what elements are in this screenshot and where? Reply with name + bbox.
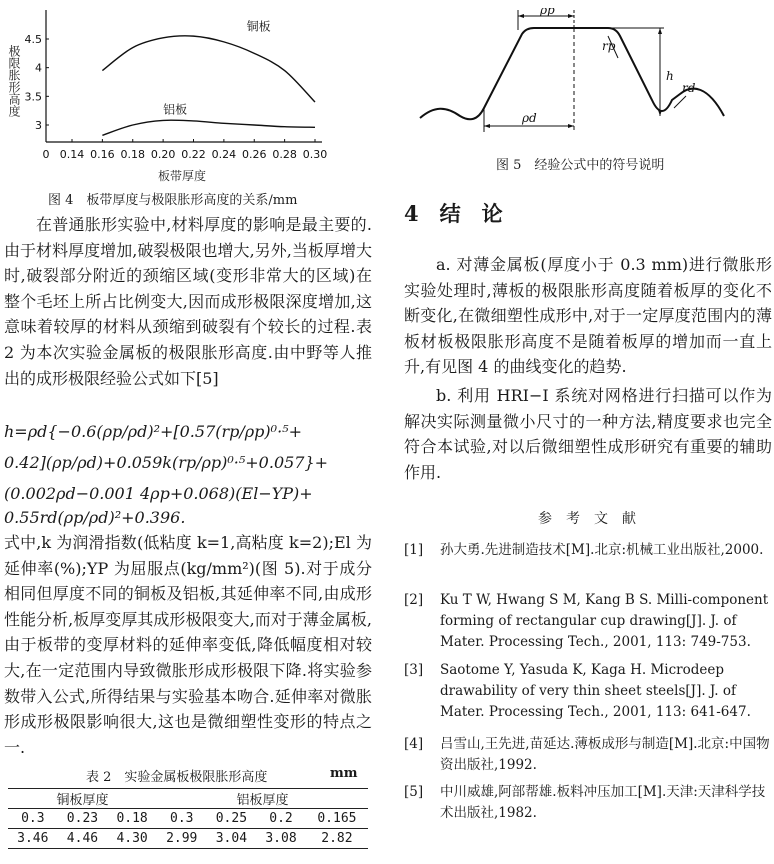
x-tick-label: 0.22 — [181, 148, 206, 161]
section-heading: 4 结 论 — [404, 201, 503, 226]
y-tick-label: 3.5 — [24, 90, 42, 104]
label-rho-d: ρd — [522, 111, 537, 125]
table-group-aluminum: 铝板厚度 — [236, 793, 289, 808]
label-h: h — [666, 69, 674, 83]
reference-item: [1] 孙大勇.先进制造技术[M].北京:机械工业出版社,2000. — [404, 542, 764, 558]
table-cell: 3.46 — [17, 831, 49, 846]
x-tick-label: 0.14 — [59, 148, 85, 161]
table-cell: 0.3 — [21, 811, 45, 826]
body-paragraph-1: 在普通胀形实验中,材料厚度的影响是最主要的.由于材料厚度增加,破裂极限也增大,另外,当板厚增大时,破裂部分附近的颈缩区域(变形非常大的区域)在整个毛坯上所占比例变大,因而成形极限深度增加,这意味着较厚的材料从颈缩到破裂有个较长的过程.表 2 为本次实验金属板的极限胀形高度.由中野等人推出的成形极限经验公式如下[5] — [4, 215, 372, 388]
series-label-aluminum: 铝板 — [163, 102, 188, 117]
figure-5-diagram — [412, 8, 742, 138]
table-2-title: 表 2 实验金属板极限胀形高度 — [86, 770, 268, 785]
formula-line-3: (0.002ρd−0.001 4ρp+0.068)(El−YP)+ — [4, 484, 313, 503]
figure-5-caption: 图 5 经验公式中的符号说明 — [496, 158, 665, 173]
formula-line-1: h=ρd{−0.6(ρp/ρd)²+[0.57(rp/ρp)⁰·⁵+ — [4, 422, 302, 441]
reference-item: [3] Saotome Y, Yasuda K, Kaga H. Microdeep drawability of very thin sheet steels[J]. J. of Mater. Processing Tech., 2001, 113: 641-647. — [404, 662, 751, 720]
formula-line-2: 0.42](ρp/ρd)+0.059k(rp/ρp)⁰·⁵+0.057}+ — [4, 453, 329, 472]
table-cell: 0.3 — [170, 811, 194, 826]
reference-item: [5] 中川威雄,阿部帮雄.板料冲压加工[M].天津:天津科学技术出版社,1982. — [404, 784, 766, 821]
table-cell: 3.08 — [265, 831, 297, 846]
figure-4-chart — [0, 0, 340, 185]
conclusion-b: b. 利用 HRI−I 系统对网格进行扫描可以作为解决实际测量微小尺寸的一种方法,精度要求也完全符合本试验,对以后微细塑性成形研究有重要的辅助作用. — [404, 386, 772, 482]
x-tick-label: 0.16 — [90, 148, 115, 161]
table-cell: 0.18 — [116, 811, 148, 826]
x-tick-label: 0.26 — [242, 148, 267, 161]
x-tick-label: 0.20 — [150, 148, 176, 161]
reference-item: [4] 吕雪山,王先进,苗延达.薄板成形与制造[M].北京:中国物资出版社,1992. — [404, 736, 770, 773]
table-cell: 4.30 — [116, 831, 148, 846]
table-cell: 0.25 — [215, 811, 248, 826]
series-line-copper — [102, 36, 315, 102]
table-cell: 0.165 — [317, 811, 357, 826]
y-tick-label: 3 — [35, 119, 42, 132]
label-r-p: rp — [602, 39, 616, 53]
label-rho-p: ρp — [540, 8, 555, 17]
table-group-copper: 铜板厚度 — [56, 793, 109, 808]
table-cell: 0.2 — [269, 811, 293, 826]
y-tick-label: 4 — [35, 61, 42, 75]
table-cell: 3.04 — [215, 831, 248, 846]
body-paragraph-2: 式中,k 为润滑指数(低粘度 k=1,高粘度 k=2);El 为延伸率(%);YP 为屈服点(kg/mm²)(图 5).对于成分相同但厚度不同的铜板及铝板,其延伸率不同,由成形性能分析,板厚变厚其成形极限变大,而对于薄金属板,由于板带的变厚材料的延伸率变低,降低幅度相对较大,在一定范围内导致微胀形成形极限下降.将实验参数带入公式,所得结果与实验基本吻合.延伸率对微胀形成形极限影响很大,这也是微细塑性变形的特点之一. — [4, 533, 372, 757]
x-tick-label: 0 — [42, 148, 50, 161]
table-2 — [8, 788, 368, 849]
formula-line-4: 0.55rd(ρp/ρd)²+0.396. — [4, 508, 186, 527]
table-cell: 2.82 — [321, 831, 353, 846]
references-title: 参 考 文 献 — [538, 511, 636, 527]
table-2-unit: mm — [330, 766, 358, 781]
table-cell: 4.46 — [66, 831, 99, 846]
x-tick-label: 0.30 — [302, 148, 328, 161]
x-tick-label: 0.18 — [120, 148, 145, 161]
y-tick-label: 4.5 — [24, 33, 42, 46]
figure-4-caption: 图 4 板带厚度与极限胀形高度的关系/mm — [48, 193, 298, 208]
series-line-aluminum — [102, 120, 315, 135]
series-label-copper: 铜板 — [246, 19, 271, 34]
x-tick-label: 0.28 — [272, 148, 297, 161]
x-tick-label: 0.24 — [211, 148, 237, 161]
profile-curve — [420, 28, 724, 119]
label-r-d: rd — [682, 81, 696, 95]
conclusion-a: a. 对薄金属板(厚度小于 0.3 mm)进行微胀形实验处理时,薄板的极限胀形高度随着板厚的变化不断变化,在微细塑性成形中,对于一定厚度范围内的薄板材板极限胀形高度不是随着板厚的增加而一直上升,有见图 4 的曲线变化的趋势. — [404, 255, 772, 377]
reference-item: [2] Ku T W, Hwang S M, Kang B S. Milli-component forming of rectangular cup drawing[J]. J. of Mater. Processing Tech., 2001, 113: 749-753. — [404, 592, 769, 650]
table-cell: 0.23 — [66, 811, 99, 826]
table-cell: 2.99 — [166, 831, 198, 846]
chart-series — [102, 18, 315, 135]
y-axis-label: 极限胀形高度 — [7, 45, 21, 117]
chart-axes — [46, 10, 322, 142]
x-axis-label: 板带厚度 — [158, 169, 207, 183]
